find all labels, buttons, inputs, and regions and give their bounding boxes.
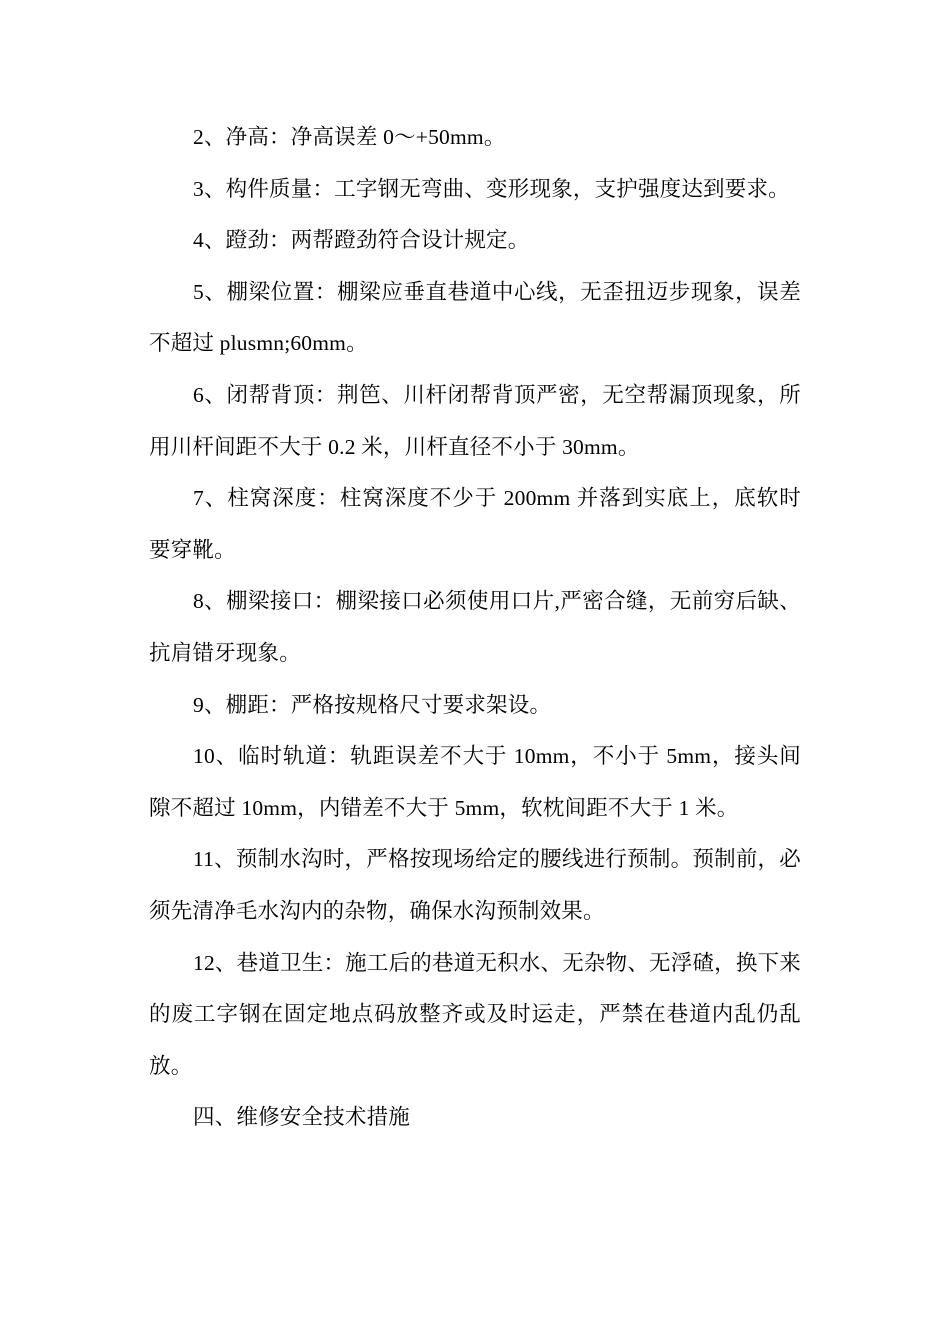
- line: 2、净高：净高误差 0～+50mm。: [193, 125, 506, 149]
- paragraph-component-quality: [149, 164, 801, 216]
- line: 4、蹬劲：两帮蹬劲符合设计规定。: [193, 228, 530, 253]
- line: 隙不超过 10mm，内错差不大于 5mm，软枕间距不大于 1 米。: [149, 795, 739, 820]
- line: 差不超过 plusmn;60mm。: [149, 279, 801, 356]
- line: 缺、抗肩错牙现象。: [149, 589, 802, 665]
- paragraph-beam-position: [149, 267, 801, 370]
- line: 11、预制水沟时，严格按现场给定的腰线进行预制。预制前，: [193, 847, 780, 872]
- line: 所用川杆间距不大于 0.2 米，川杆直径不小于 30mm。: [149, 382, 801, 459]
- line: 12、巷道卫生：施工后的巷道无积水、无杂物、无浮碴，换下: [193, 950, 780, 975]
- line: 3、构件质量：工字钢无弯曲、变形现象，支护强度达到要: [193, 176, 747, 201]
- line: 9、棚距：严格按规格尺寸要求架设。: [193, 692, 552, 717]
- line: 乱放。: [149, 1002, 801, 1078]
- line: 四、维修安全技术措施: [193, 1105, 411, 1130]
- section-heading-safety-measures: [149, 1092, 801, 1144]
- line: 来的废工字钢在固定地点码放整齐或及时运走，严禁在巷道内乱仍: [149, 950, 801, 1027]
- paragraph-beam-joint: [149, 576, 801, 679]
- paragraph-bracing: [149, 215, 801, 267]
- line: 必须先清净毛水沟内的杂物，确保水沟预制效果。: [149, 847, 801, 923]
- line: 5、棚梁位置：棚梁应垂直巷道中心线，无歪扭迈步现象，误: [193, 279, 780, 304]
- paragraph-roadway-hygiene: [149, 938, 801, 1093]
- line: 7、柱窝深度：柱窝深度不少于 200mm 并落到实底上，底软时: [193, 486, 801, 511]
- line: 8、棚梁接口：棚梁接口必须使用口片,严密合缝，无前穷后: [193, 589, 758, 614]
- paragraph-post-hole-depth: [149, 473, 801, 576]
- document-body: [149, 112, 801, 1144]
- line: 求。: [746, 176, 790, 201]
- line: 6、闭帮背顶：荆笆、川杆闭帮背顶严密，无空帮漏顶现象，: [193, 382, 780, 407]
- paragraph-clearance-height: [149, 112, 801, 164]
- paragraph-side-roof-lagging: [149, 370, 801, 473]
- paragraph-temporary-track: [149, 731, 801, 834]
- paragraph-support-spacing: [149, 680, 801, 732]
- line: 10、临时轨道：轨距误差不大于 10mm，不小于 5mm，接头间: [193, 744, 801, 769]
- paragraph-drainage-ditch: [149, 834, 801, 937]
- line: 要穿靴。: [149, 537, 236, 562]
